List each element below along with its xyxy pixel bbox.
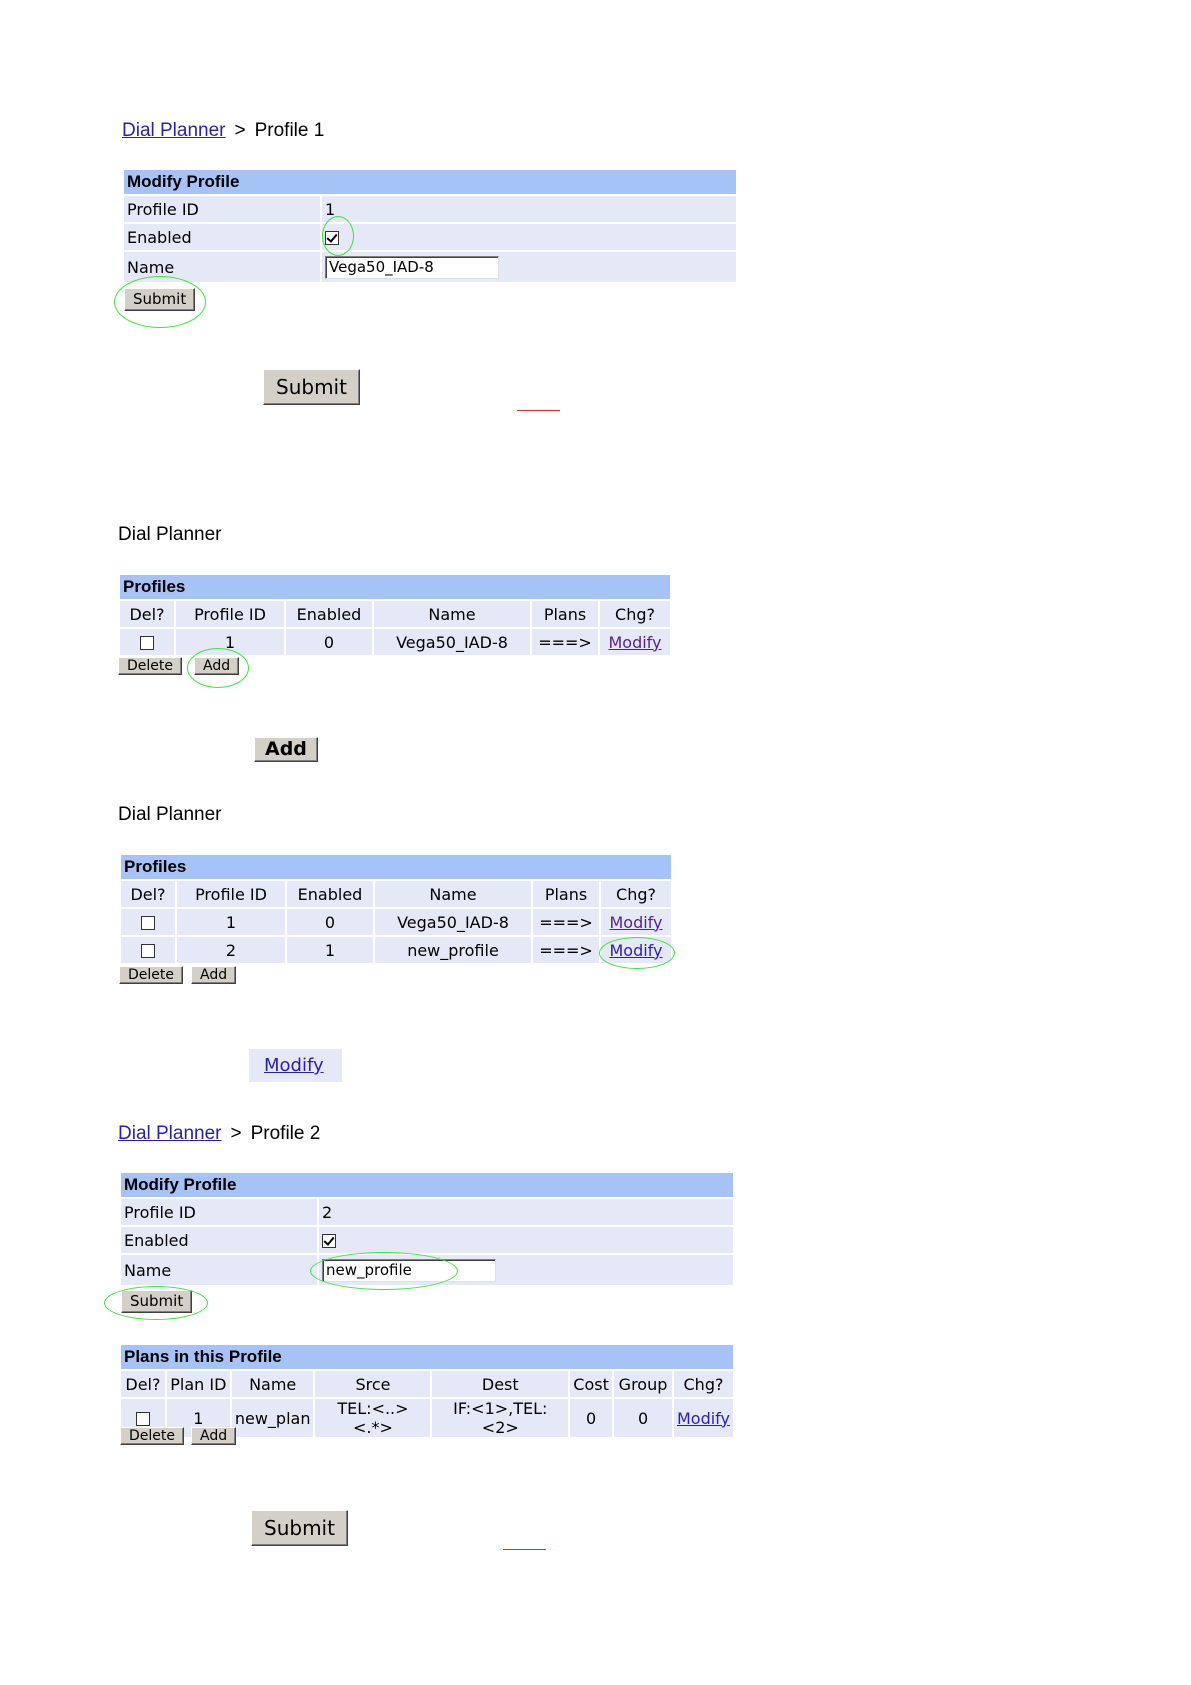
table-row <box>121 909 671 935</box>
page-title: Dial Planner <box>118 524 222 545</box>
breadcrumb-separator: > <box>230 1123 242 1144</box>
submit-button[interactable]: Submit <box>121 1290 192 1313</box>
plans-table <box>119 1343 735 1439</box>
cost-cell: 0 <box>570 1399 612 1437</box>
enabled-cell: 0 <box>287 909 373 935</box>
name-label: Name <box>124 252 320 282</box>
delete-checkbox[interactable] <box>136 1412 150 1426</box>
srce-cell: TEL:<..><.*> <box>315 1399 430 1437</box>
profiles-table <box>118 573 672 657</box>
column-header: Profile ID <box>176 601 284 627</box>
column-header: Srce <box>315 1371 430 1397</box>
delete-button[interactable]: Delete <box>120 1427 184 1445</box>
name-field[interactable]: new_profile <box>322 1259 496 1282</box>
profile-id-cell: 1 <box>176 629 284 655</box>
enabled-checkbox[interactable] <box>325 231 339 245</box>
plans-cell[interactable]: ===> <box>533 937 599 963</box>
column-header: Plans <box>532 601 598 627</box>
modify-link-callout[interactable]: Modify <box>264 1055 324 1076</box>
profile-id-cell: 2 <box>177 937 285 963</box>
column-header: Name <box>232 1371 314 1397</box>
delete-checkbox[interactable] <box>140 636 154 650</box>
name-cell: new_profile <box>375 937 531 963</box>
column-header: Dest <box>432 1371 568 1397</box>
submit-button-callout[interactable]: Submit <box>263 369 360 405</box>
add-button[interactable]: Add <box>194 657 239 675</box>
name-label: Name <box>121 1255 317 1285</box>
column-header: Enabled <box>286 601 372 627</box>
column-header: Del? <box>121 881 175 907</box>
column-header: Del? <box>121 1371 165 1397</box>
submit-button-callout[interactable]: Submit <box>251 1510 348 1546</box>
modify-profile-table <box>119 1171 735 1287</box>
column-header: Profile ID <box>177 881 285 907</box>
enabled-label: Enabled <box>121 1227 317 1253</box>
table-title: Plans in this Profile <box>121 1345 733 1369</box>
add-button[interactable]: Add <box>191 1427 236 1445</box>
dest-cell: IF:<1>,TEL:<2> <box>432 1399 568 1437</box>
enabled-cell: 0 <box>286 629 372 655</box>
column-header: Plan ID <box>167 1371 230 1397</box>
name-cell: Vega50_IAD-8 <box>374 629 530 655</box>
modify-link-callout-box <box>249 1049 342 1082</box>
breadcrumb <box>122 120 324 142</box>
table-title: Profiles <box>120 575 670 599</box>
delete-checkbox[interactable] <box>141 916 155 930</box>
submit-button[interactable]: Submit <box>124 288 195 311</box>
red-mark <box>503 1549 546 1550</box>
breadcrumb-separator: > <box>234 120 246 141</box>
table-row <box>121 937 671 963</box>
breadcrumb-current: Profile 1 <box>254 120 325 141</box>
add-button[interactable]: Add <box>191 966 236 984</box>
column-header: Enabled <box>287 881 373 907</box>
column-header: Name <box>374 601 530 627</box>
table-title: Modify Profile <box>124 170 736 194</box>
column-header: Del? <box>120 601 174 627</box>
modify-link[interactable]: Modify <box>608 632 662 652</box>
modify-link[interactable]: Modify <box>609 940 663 960</box>
profile-id-cell: 1 <box>177 909 285 935</box>
name-field[interactable]: Vega50_IAD-8 <box>325 256 499 279</box>
breadcrumb-current: Profile 2 <box>250 1123 321 1144</box>
column-header: Chg? <box>601 881 671 907</box>
table-title: Modify Profile <box>121 1173 733 1197</box>
enabled-checkbox[interactable] <box>322 1234 336 1248</box>
profiles-table <box>119 853 673 965</box>
column-header: Chg? <box>674 1371 733 1397</box>
red-mark <box>517 410 560 411</box>
column-header: Name <box>375 881 531 907</box>
plan-name-cell: new_plan <box>232 1399 314 1437</box>
modify-profile-table <box>122 168 738 284</box>
table-title: Profiles <box>121 855 671 879</box>
name-cell: Vega50_IAD-8 <box>375 909 531 935</box>
delete-button[interactable]: Delete <box>118 657 182 675</box>
enabled-cell: 1 <box>287 937 373 963</box>
column-header: Cost <box>570 1371 612 1397</box>
column-header: Chg? <box>600 601 670 627</box>
delete-checkbox[interactable] <box>141 944 155 958</box>
modify-link[interactable]: Modify <box>609 912 663 932</box>
profile-id-label: Profile ID <box>124 196 320 222</box>
breadcrumb-link-dial-planner[interactable]: Dial Planner <box>122 120 226 141</box>
plans-cell[interactable]: ===> <box>533 909 599 935</box>
group-cell: 0 <box>614 1399 672 1437</box>
profile-id-value: 1 <box>322 196 736 222</box>
plans-cell[interactable]: ===> <box>532 629 598 655</box>
breadcrumb-link-dial-planner[interactable]: Dial Planner <box>118 1123 222 1144</box>
column-header: Plans <box>533 881 599 907</box>
profile-id-value: 2 <box>319 1199 733 1225</box>
profile-id-label: Profile ID <box>121 1199 317 1225</box>
table-row <box>120 629 670 655</box>
delete-button[interactable]: Delete <box>119 966 183 984</box>
breadcrumb <box>118 1123 320 1145</box>
enabled-label: Enabled <box>124 224 320 250</box>
column-header: Group <box>614 1371 672 1397</box>
page-title: Dial Planner <box>118 804 222 825</box>
modify-link[interactable]: Modify <box>676 1408 730 1428</box>
add-button-callout[interactable]: Add <box>254 737 318 762</box>
plan-id-cell: 1 <box>167 1399 230 1437</box>
